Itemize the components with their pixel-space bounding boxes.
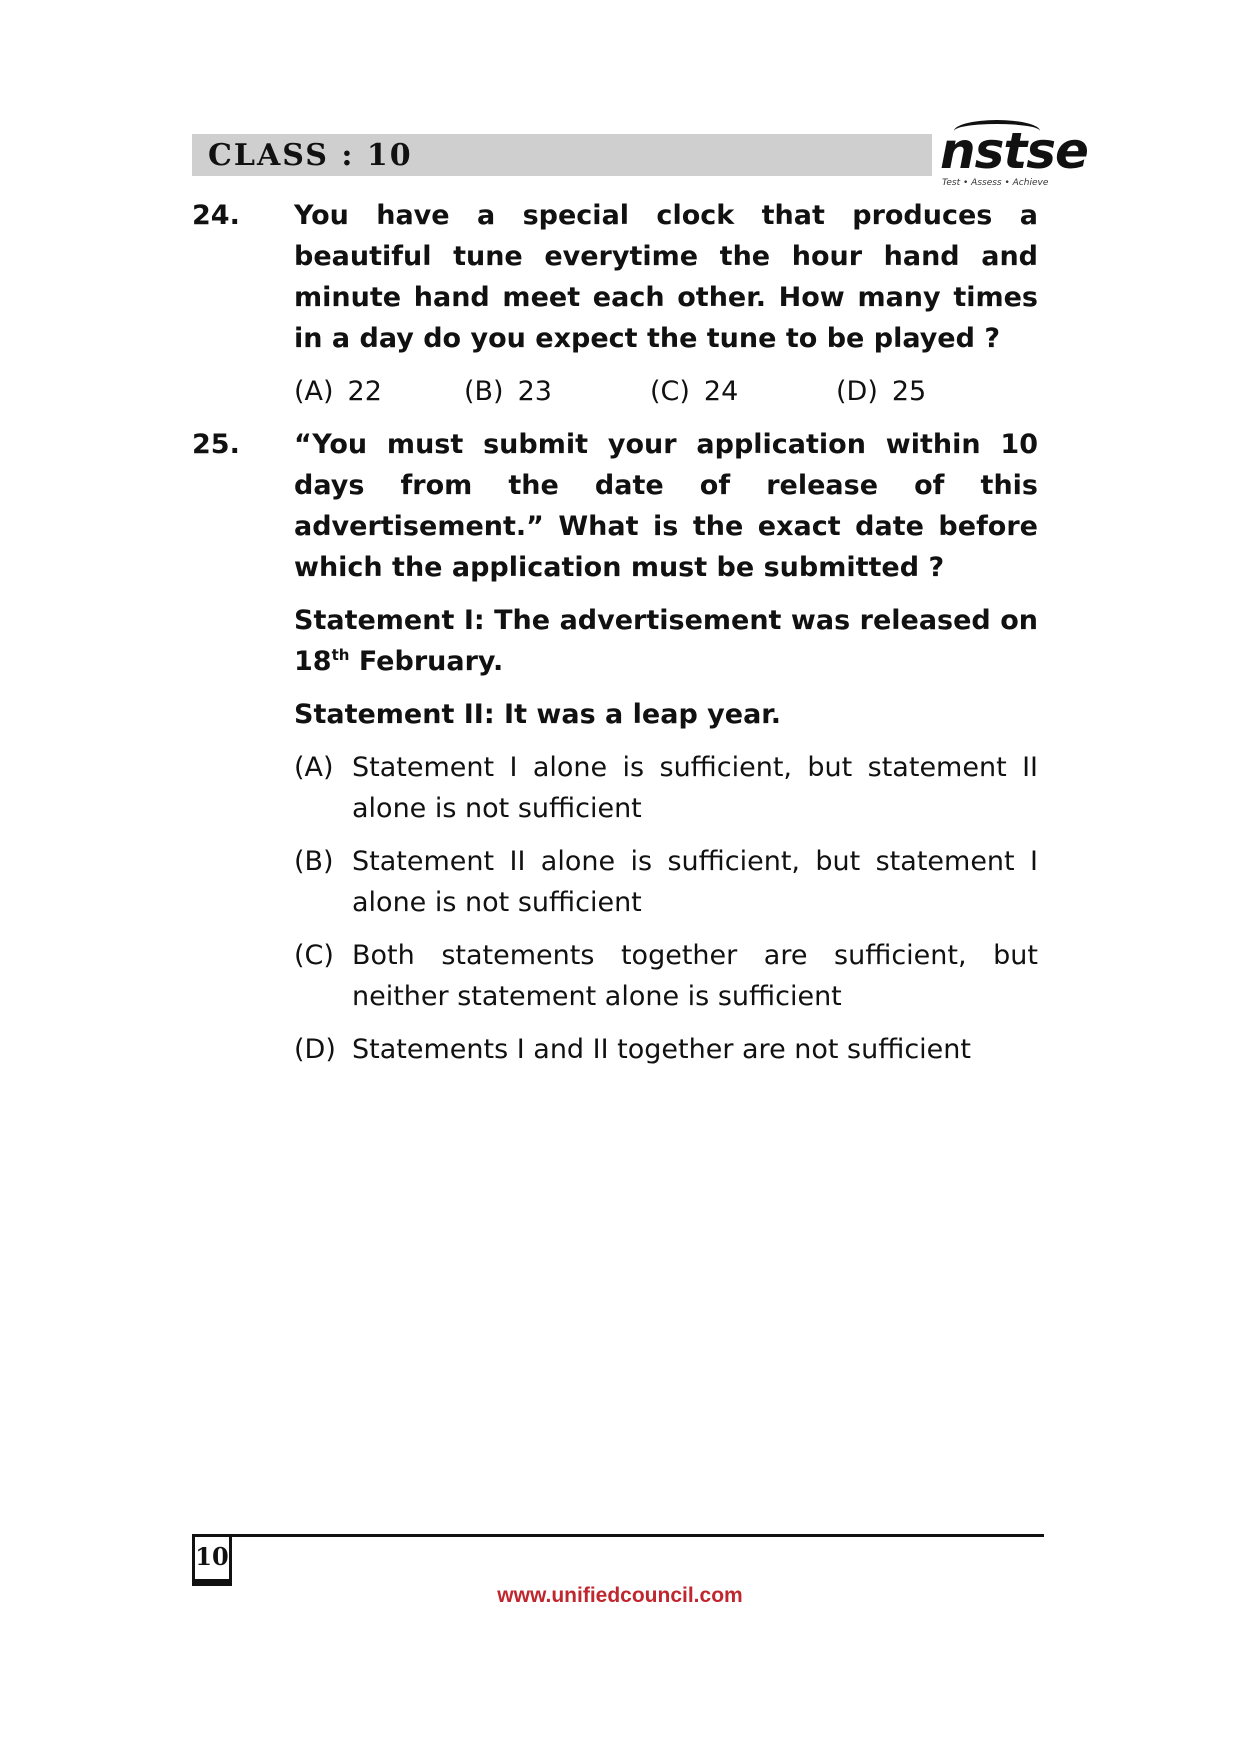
statement-1-prefix: Statement I: The advertisement was released on 18 (294, 605, 1038, 677)
option-letter: (C) (294, 940, 334, 971)
nstse-logo (940, 122, 1088, 190)
statement-1-suffix: February. (349, 646, 504, 677)
footer-rule (192, 1534, 1044, 1537)
options-row (294, 371, 1038, 412)
option-letter: (C) (650, 376, 690, 407)
question-body (294, 424, 1038, 1082)
option-c (294, 935, 1038, 1017)
statement-1-superscript: th (331, 646, 350, 664)
page-number: 10 (195, 1542, 229, 1571)
option-d (294, 1029, 1038, 1070)
option-a (294, 747, 1038, 829)
option-d (836, 371, 996, 412)
option-letter: (B) (294, 846, 334, 877)
option-letter: (A) (294, 376, 334, 407)
option-text: 23 (517, 376, 552, 407)
question-number: 25. (192, 429, 240, 460)
option-list (294, 747, 1038, 1070)
statement-2: Statement II: It was a leap year. (294, 699, 782, 730)
class-label: CLASS : 10 (208, 137, 413, 173)
statement-1 (294, 600, 1038, 682)
website-link[interactable]: www.unifiedcouncil.com (497, 1584, 743, 1607)
question-text: You have a special clock that produces a beautiful tune everytime the hour hand and minute hand meet each other. How many times in a day do you expect the tune to be played ? (294, 200, 1038, 354)
class-header-bar (192, 134, 932, 176)
option-text: 22 (347, 376, 382, 407)
option-letter: (D) (836, 376, 878, 407)
option-text: Both statements together are sufficient, but neither statement alone is sufficient (352, 940, 1038, 1012)
question-text: “You must submit your application within 10 days from the date of release of this advertisement.” What is the exact date before which the application must be submitted ? (294, 429, 1038, 583)
option-a (294, 371, 464, 412)
option-text: 24 (703, 376, 739, 407)
option-letter: (B) (464, 376, 504, 407)
page-number-box (192, 1534, 232, 1586)
option-letter: (A) (294, 752, 334, 783)
question-number: 24. (192, 200, 240, 231)
option-text: Statement I alone is sufficient, but statement II alone is not sufficient (352, 752, 1038, 824)
question-body (294, 195, 1038, 412)
logo-wordmark: nstse (940, 122, 1088, 180)
logo-tagline: Test • Assess • Achieve (942, 178, 1049, 188)
option-b (294, 841, 1038, 923)
option-b (464, 371, 650, 412)
option-text: Statement II alone is sufficient, but statement I alone is not sufficient (352, 846, 1038, 918)
option-text: Statements I and II together are not sufficient (352, 1034, 971, 1065)
option-text: 25 (891, 376, 927, 407)
option-letter: (D) (294, 1034, 336, 1065)
option-c (650, 371, 836, 412)
